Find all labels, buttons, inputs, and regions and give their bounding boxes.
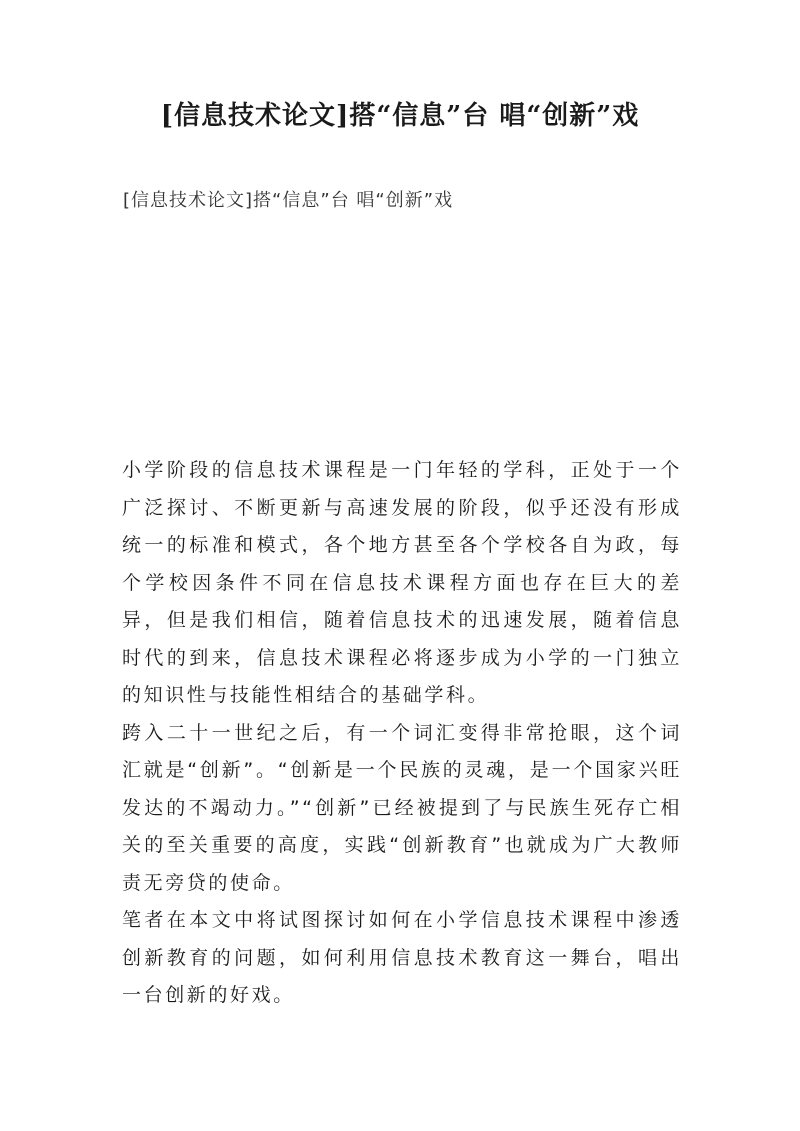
body-paragraph-2: 跨入二十一世纪之后，有一个词汇变得非常抢眼，这个词汇就是“创新”。“创新是一个民族的灵魂，是一个国家兴旺发达的不竭动力。”“创新”已经被提到了与民族生死存亡相关的至关重要的高度，实践“创新教育”也就成为广大教师责无旁贷的使命。 — [122, 721, 682, 894]
document-subtitle: [信息技术论文]搭“信息”台 唱“创新”戏 — [123, 190, 454, 211]
body-paragraph-3: 笔者在本文中将试图探讨如何在小学信息技术课程中渗透创新教育的问题，如何利用信息技术教育这一舞台，唱出一台创新的好戏。 — [122, 909, 682, 1006]
document-title: [信息技术论文]搭“信息”台 唱“创新”戏 — [160, 101, 640, 131]
document-body — [122, 452, 682, 1015]
body-paragraph-1: 小学阶段的信息技术课程是一门年轻的学科，正处于一个广泛探讨、不断更新与高速发展的阶段，似乎还没有形成统一的标准和模式，各个地方甚至各个学校各自为政，每个学校因条件不同在信息技术课程方面也存在巨大的差异，但是我们相信，随着信息技术的迅速发展，随着信息时代的到来，信息技术课程必将逐步成为小学的一门独立的知识性与技能性相结合的基础学科。 — [122, 459, 682, 706]
